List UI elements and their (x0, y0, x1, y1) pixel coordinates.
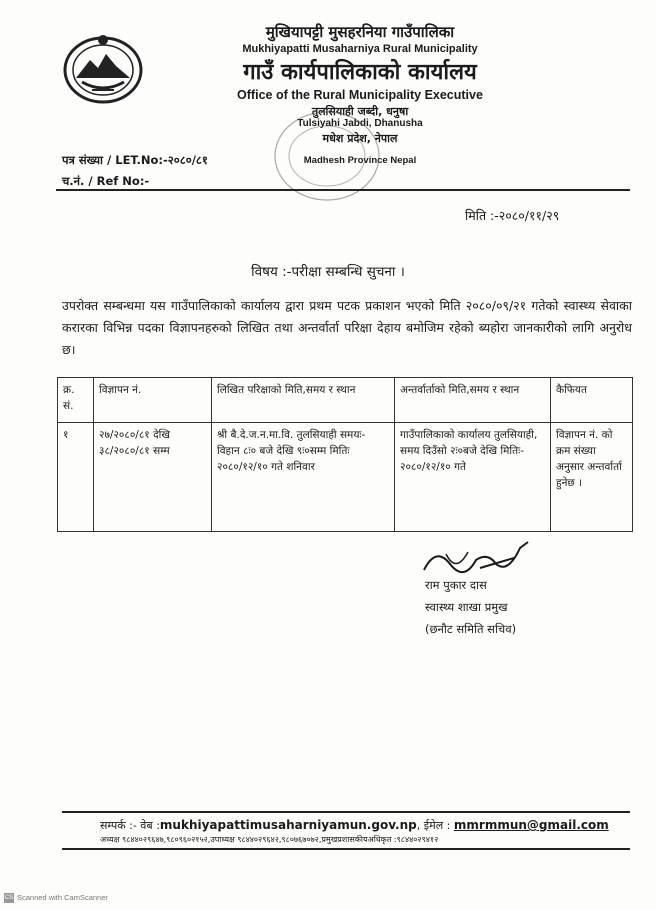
table-row (58, 423, 633, 532)
footer-phone-numbers: अध्यक्ष ९८४४०२९६४७,९८०९६०२१५२,उपाध्यक्ष ९८४४०२९६४२,९८०७६७०७२,प्रमुखप्रशासकीयअधिकृत :९८४४०२९४१२ (100, 835, 439, 844)
signatory-subtitle: (छनौट समिति सचिव) (425, 622, 517, 636)
email-prefix: , ईमेल : (416, 819, 451, 832)
col-remarks-header: कैफियत (551, 378, 633, 423)
table-header-row (58, 378, 633, 423)
website-link[interactable]: mukhiyapattimusaharniyamun.gov.np (159, 818, 417, 832)
province-nepali: मधेश प्रदेश, नेपाल (322, 132, 398, 145)
address-english: Tulsiyahi Jabdi, Dhanusha (297, 118, 423, 129)
nepal-emblem-icon (62, 32, 144, 104)
address-nepali: तुलसियाही जब्दी, धनुषा (311, 105, 409, 118)
letter-date: मिति :-२०८०/११/२९ (465, 208, 560, 223)
footer-divider-bottom (62, 848, 630, 850)
cell-ad-number: २७/२०८०/८१ देखि ३८/२०८०/८१ सम्म (94, 423, 212, 532)
municipality-name-english: Mukhiyapatti Musaharniya Rural Municipality (242, 43, 478, 55)
cell-serial: १ (58, 423, 94, 532)
col-ad-number-header: विज्ञापन नं. (94, 378, 212, 423)
email-link[interactable]: mmrmmun@gmail.com (453, 818, 609, 832)
reference-number: च.नं. / Ref No:- (62, 174, 150, 188)
cell-interview: गाउँपालिकाको कार्यालय तुलसियाही, समय दिउँसो २ः०बजे देखि मितिः- २०८०/१२/१० गते (395, 423, 551, 532)
scanner-watermark (4, 893, 108, 903)
municipality-name-nepali: मुखियापट्टी मुसहरनिया गाउँपालिका (265, 23, 455, 41)
office-name-nepali: गाउँ कार्यपालिकाको कार्यालय (243, 60, 477, 85)
col-written-exam-header: लिखित परिक्षाको मिति,समय र स्थान (212, 378, 395, 423)
header-divider (56, 189, 630, 191)
signatory-name: राम पुकार दास (425, 578, 487, 592)
footer-divider-top (62, 811, 630, 813)
exam-schedule-table (57, 377, 633, 532)
col-interview-header: अन्तर्वार्ताको मिति,समय र स्थान (395, 378, 551, 423)
office-stamp (268, 106, 386, 206)
cell-written-exam: श्री बै.दे.ज.न.मा.वि. तुलसियाही समयः- विहान ८ः० बजे देखि ९ः०सम्म मितिः २०८०/१२/१० गते शनिवार (212, 423, 395, 532)
cell-remarks: विज्ञापन नं. को क्रम संख्या अनुसार अन्तर्वार्ता हुनेछ । (551, 423, 633, 532)
scanner-text: Scanned with CamScanner (17, 893, 108, 902)
col-serial-header: क्र. सं. (58, 378, 94, 423)
camscanner-icon: CS (4, 895, 14, 902)
office-name-english: Office of the Rural Municipality Executive (237, 88, 483, 102)
letter-number: पत्र संख्या / LET.No:-२०८०/८१ (62, 153, 208, 167)
letter-subject: विषय :-परीक्षा सम्बन्धि सुचना । (251, 264, 405, 280)
contact-prefix: सम्पर्क :- वेब : (100, 819, 160, 832)
province-english: Madhesh Province Nepal (303, 155, 417, 166)
footer-contact (100, 818, 609, 833)
letter-body: उपरोक्त सम्बन्धमा यस गाउँपालिकाको कार्यालय द्वारा प्रथम पटक प्रकाशन भएको मिति २०८०/०९/२१ गतेको स्वास्थ्य सेवाका करारका विभिन्न पदका विज्ञापनहरुको लिखित तथा अन्तर्वार्ता परिक्षा देहाय बमोजिम रहेको ब्यहोरा जानकारीको लागि अनुरोध छ। (62, 298, 632, 357)
signatory-title: स्वास्थ्य शाखा प्रमुख (425, 600, 508, 614)
